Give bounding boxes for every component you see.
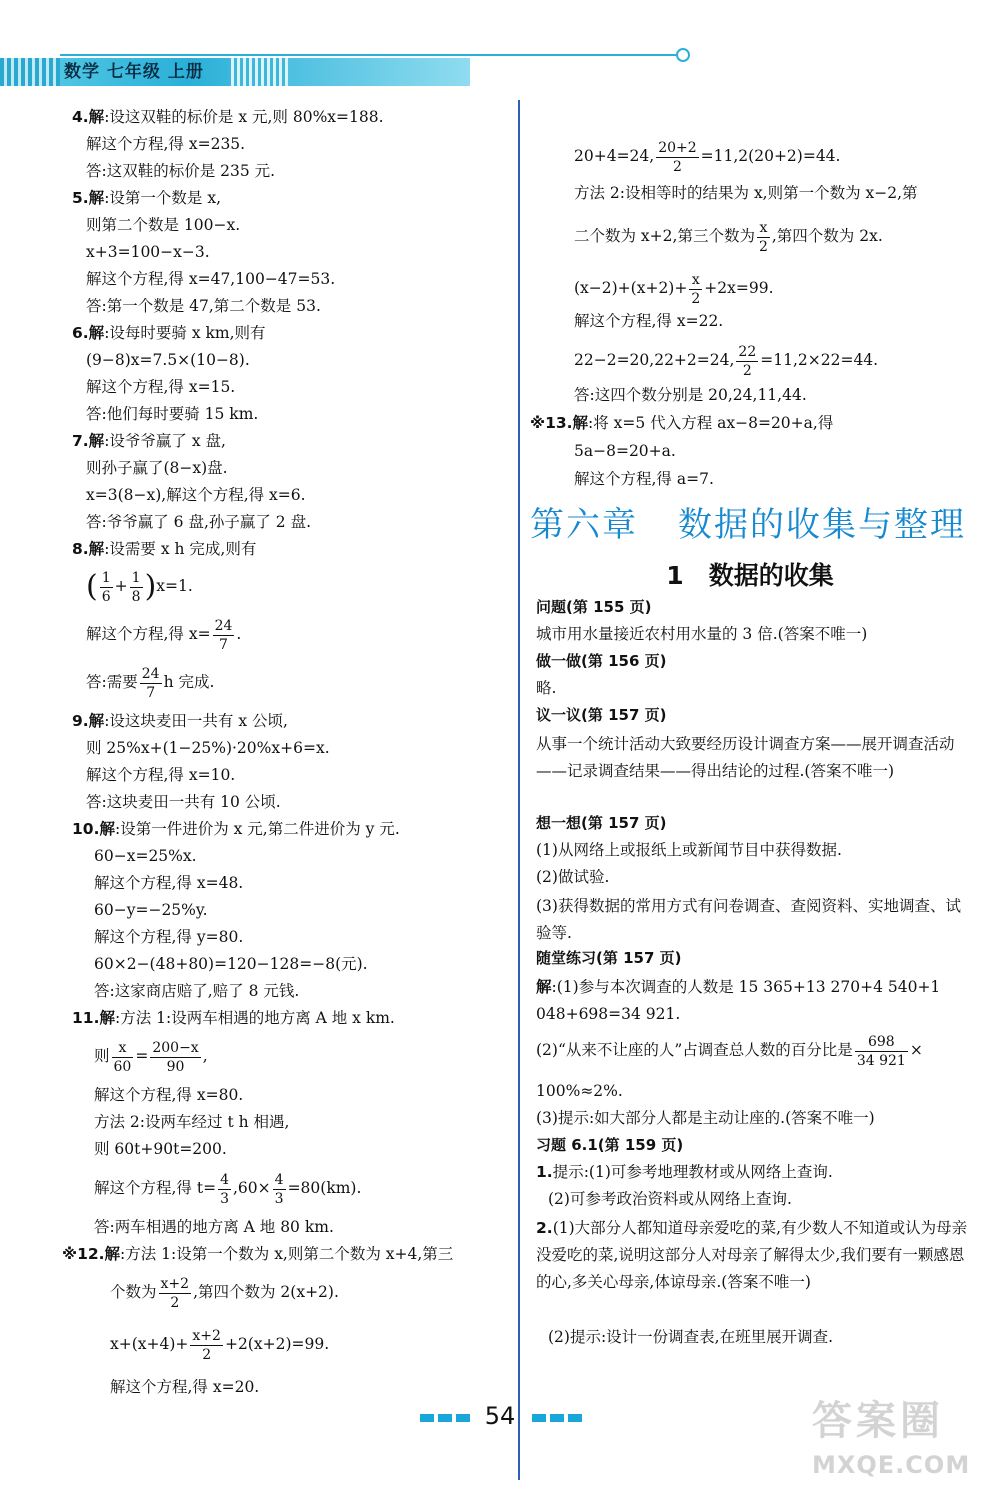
watermark-logo-text: 答案圈: [812, 1398, 944, 1444]
text-line: 解这个方程,得 x=80.: [94, 1086, 244, 1104]
text-line: 答:这双鞋的标价是 235 元.: [86, 162, 276, 180]
column-divider: [518, 100, 520, 1480]
fraction: $\frac{698}{34 921}$: [856, 1033, 906, 1069]
text-line: 1.提示:(1)可参考地理教材或从网络上查询.: [536, 1163, 833, 1181]
book-title: 数学 七年级 上册: [64, 62, 204, 82]
text-line: 则 25%x+(1−25%)·20%x+6=x.: [86, 739, 330, 757]
text-line: 答:这块麦田一共有 10 公顷.: [86, 793, 281, 811]
fraction: $\frac{1}{6}$: [101, 569, 111, 605]
watermark-url: MXQE.COM: [812, 1451, 971, 1479]
header-stripes-right: [228, 58, 288, 86]
answer-9: 9.解:设这块麦田一共有 x 公顷,: [72, 712, 288, 730]
watermark: [812, 1395, 992, 1490]
text-line: (2)提示:设计一份调查表,在班里展开调查.: [548, 1328, 834, 1346]
fraction: $\frac{22}{2}$: [738, 343, 757, 379]
text-line: 方法 2:设两车经过 t h 相遇,: [94, 1113, 290, 1131]
answer-13: ※13.解:将 x=5 代入方程 ax−8=20+a,得: [530, 414, 834, 432]
text-line: 答:两车相遇的地方离 A 地 80 km.: [94, 1218, 334, 1236]
section-heading: 想一想(第 157 页): [536, 814, 667, 832]
text-line: 则孙子赢了(8−x)盘.: [86, 459, 228, 477]
answer-12: ※12.解:方法 1:设第一个数为 x,则第二个数为 x+4,第三: [62, 1245, 454, 1263]
text-line: 答:爷爷赢了 6 盘,孙子赢了 2 盘.: [86, 513, 312, 531]
answer-6: 6.解:设每时要骑 x km,则有: [72, 324, 266, 342]
fraction: $\frac{200-x}{90}$: [152, 1039, 199, 1075]
answer-4: 4.解:设这双鞋的标价是 x 元,则 80%x=188.: [72, 108, 384, 126]
section-title: 1 数据的收集: [666, 561, 834, 590]
paragraph: 2.(1)大部分人都知道母亲爱吃的菜,有少数人不知道或认为母亲没爱吃的菜,说明这部分人对母亲了解得太少,我们要有一颗感恩的心,多关心母亲,体谅母亲.(答案不唯一): [536, 1219, 968, 1291]
equation-line: 解这个方程,得 x= $\frac{24}{7}$ .: [86, 617, 242, 653]
text-line: x=3(8−x),解这个方程,得 x=6.: [86, 486, 306, 504]
header-line: [60, 54, 680, 56]
text-line: 略.: [536, 679, 557, 697]
answer-5: 5.解:设第一个数是 x,: [72, 189, 222, 207]
chapter-heading: [530, 500, 980, 550]
equation-line: 22−2=20,22+2=24, $\frac{22}{2}$ =11,2×22=44.: [574, 343, 879, 379]
section-heading: 随堂练习(第 157 页): [536, 949, 682, 967]
left-paren: (: [86, 569, 98, 604]
paragraph: (3)获得数据的常用方式有问卷调查、查阅资料、实地调查、试验等.: [536, 897, 961, 942]
text-line: 解这个方程,得 x=10.: [86, 766, 236, 784]
equation-line: 解这个方程,得 t= $\frac{4}{3}$ ,60× $\frac{4}{3}$ =80(km).: [94, 1171, 362, 1207]
paragraph: 解:(1)参与本次调查的人数是 15 365+13 270+4 540+1 048+698=34 921.: [536, 978, 941, 1023]
answer-8: 8.解:设需要 x h 完成,则有: [72, 540, 257, 558]
fraction: $\frac{x}{60}$: [113, 1039, 132, 1075]
text-line: 解这个方程,得 x=20.: [110, 1378, 260, 1396]
footer-decoration-left: [420, 1414, 470, 1422]
fraction: $\frac{x}{2}$: [691, 271, 701, 307]
text-line: (2)做试验.: [536, 868, 610, 886]
text-line: x+3=100−x−3.: [86, 243, 210, 261]
text-line: 城市用水量接近农村用水量的 3 倍.(答案不唯一): [536, 625, 868, 643]
text-line: 5a−8=20+a.: [574, 442, 676, 460]
fraction: $\frac{x}{2}$: [758, 219, 768, 255]
header-dot: [676, 48, 690, 62]
footer-decoration-right: [532, 1414, 582, 1422]
text-line: 解这个方程,得 x=22.: [574, 312, 724, 330]
fraction: $\frac{x+2}{2}$: [192, 1327, 221, 1363]
text-line: 100%≈2%.: [536, 1082, 623, 1100]
text-line: (2)可参考政治资料或从网络上查询.: [548, 1190, 792, 1208]
answer-7: 7.解:设爷爷赢了 x 盘,: [72, 432, 226, 450]
text-line: 解这个方程,得 y=80.: [94, 928, 244, 946]
equation-line: 答:需要 $\frac{24}{7}$ h 完成.: [86, 665, 215, 701]
equation-line: 个数为 $\frac{x+2}{2}$ ,第四个数为 2(x+2).: [110, 1275, 339, 1311]
text-line: 60−y=−25%y.: [94, 901, 208, 919]
fraction: $\frac{20+2}{2}$: [658, 139, 697, 175]
fraction: $\frac{24}{7}$: [141, 665, 160, 701]
page-number: 54: [484, 1402, 516, 1430]
text-line: 答:他们每时要骑 15 km.: [86, 405, 259, 423]
text-line: 则第二个数是 100−x.: [86, 216, 241, 234]
fraction: $\frac{24}{7}$: [214, 617, 233, 653]
text-line: 则 60t+90t=200.: [94, 1140, 227, 1158]
text-line: 答:这家商店赔了,赔了 8 元钱.: [94, 982, 300, 1000]
section-heading: 议一议(第 157 页): [536, 706, 667, 724]
text-line: 解这个方程,得 a=7.: [574, 470, 714, 488]
text-line: 解这个方程,得 x=235.: [86, 135, 246, 153]
fraction: $\frac{4}{3}$: [220, 1171, 229, 1207]
equation-line: (2)“从来不让座的人”占调查总人数的百分比是 $\frac{698}{34 921}$ ×: [536, 1033, 923, 1069]
equation-line: x+(x+4)+ $\frac{x+2}{2}$ +2(x+2)=99.: [110, 1327, 330, 1363]
fraction: $\frac{4}{3}$: [274, 1171, 284, 1207]
equation-line: 则 $\frac{x}{60}$ = $\frac{200-x}{90}$ ,: [94, 1039, 208, 1075]
text-line: 方法 2:设相等时的结果为 x,则第一个数为 x−2,第: [574, 184, 918, 202]
fraction: $\frac{x+2}{2}$: [160, 1275, 190, 1311]
text-line: 答:第一个数是 47,第二个数是 53.: [86, 297, 321, 315]
chapter-label: 第六章: [530, 505, 638, 545]
answer-10: 10.解:设第一件进价为 x 元,第二件进价为 y 元.: [72, 820, 400, 838]
page-header: [0, 0, 1000, 100]
text-line: 解这个方程,得 x=47,100−47=53.: [86, 270, 336, 288]
equation-line: ( $\frac{1}{6}$ + $\frac{1}{8}$ )x=1.: [86, 569, 193, 605]
text-line: 答:这四个数分别是 20,24,11,44.: [574, 386, 807, 404]
right-paren: ): [144, 569, 157, 604]
equation-line: (x−2)+(x+2)+ $\frac{x}{2}$ +2x=99.: [574, 271, 774, 307]
text-line: 解这个方程,得 x=15.: [86, 378, 236, 396]
text-line: (3)提示:如大部分人都是主动让座的.(答案不唯一): [536, 1109, 875, 1127]
text-line: 60×2−(48+80)=120−128=−8(元).: [94, 955, 368, 973]
paragraph: 从事一个统计活动大致要经历设计调查方案——展开调查活动——记录调查结果——得出结论的过程.(答案不唯一): [536, 735, 955, 780]
section-heading: 习题 6.1(第 159 页): [536, 1136, 684, 1154]
text-line: (1)从网络上或报纸上或新闻节目中获得数据.: [536, 841, 842, 859]
header-stripes: [0, 58, 60, 86]
text-line: 60−x=25%x.: [94, 847, 197, 865]
answer-11: 11.解:方法 1:设两车相遇的地方离 A 地 x km.: [72, 1009, 395, 1027]
text-line: 解这个方程,得 x=48.: [94, 874, 244, 892]
equation-line: 二个数为 x+2,第三个数为 $\frac{x}{2}$ ,第四个数为 2x.: [574, 219, 883, 255]
chapter-title: 数据的收集与整理: [678, 505, 966, 545]
equation-line: 20+4=24, $\frac{20+2}{2}$ =11,2(20+2)=44.: [574, 139, 841, 175]
section-heading: 问题(第 155 页): [536, 598, 652, 616]
text-line: (9−8)x=7.5×(10−8).: [86, 351, 250, 369]
fraction: $\frac{1}{8}$: [131, 569, 141, 605]
section-heading: 做一做(第 156 页): [536, 652, 667, 670]
